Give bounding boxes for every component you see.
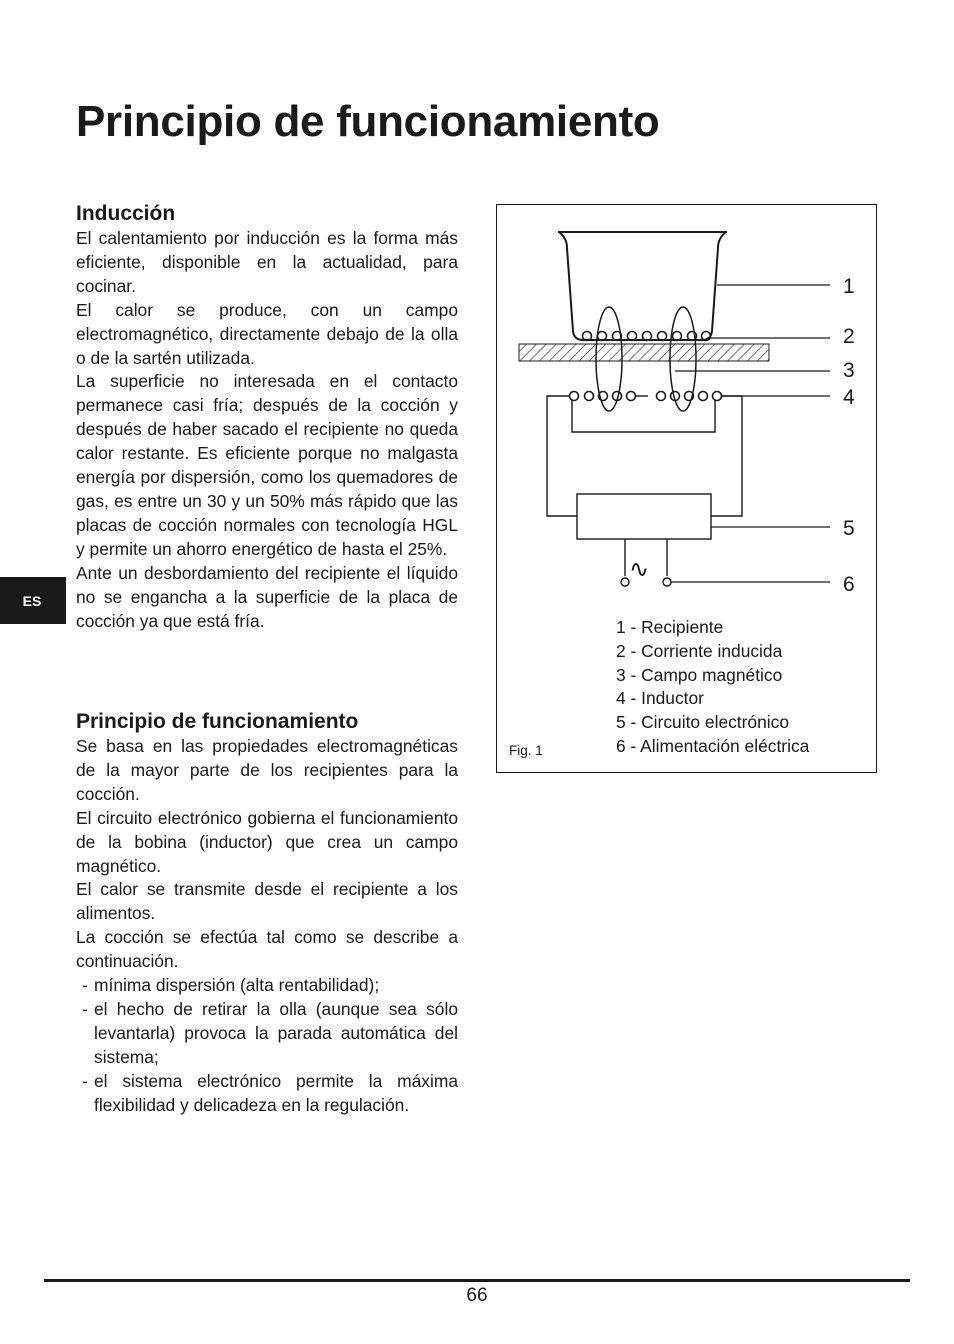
legend-item: 3 - Campo magnético	[616, 664, 783, 685]
paragraph: Ante un desbordamiento del recipiente el líquido no se engancha a la superficie de la placa de cocción ya que está fría.	[76, 562, 458, 631]
paragraph: El calentamiento por inducción es la forma más eficiente, disponible en la actualidad, para cocinar.	[76, 228, 458, 296]
figure-caption: Fig. 1	[509, 743, 543, 758]
figure-induction-diagram	[496, 204, 877, 773]
hob-surface	[519, 344, 769, 361]
paragraph: El calor se transmite desde el recipiente a los alimentos.	[76, 879, 458, 924]
legend-item: 1 - Recipiente	[616, 617, 724, 637]
paragraph: El circuito electrónico gobierna el funcionamiento de la bobina (inductor) que crea un campo magnético.	[76, 807, 458, 876]
list-item: - el hecho de retirar la olla (aunque sea sólo levantarla) provoca la parada automática del sistema;	[82, 998, 458, 1067]
language-tab: ES	[0, 577, 66, 624]
callout-3: 3	[843, 359, 855, 382]
callout-2: 2	[843, 325, 855, 348]
callout-numbers	[843, 275, 855, 596]
ac-symbol-icon: ∿	[629, 555, 650, 583]
callout-5: 5	[843, 517, 855, 540]
legend-item: 4 - Inductor	[616, 688, 704, 709]
section-heading-principio: Principio de funcionamiento	[76, 710, 359, 733]
paragraph: El calor se produce, con un campo electromagnético, directamente debajo de la olla o de la sartén utilizada.	[76, 299, 458, 368]
section-principio	[76, 709, 458, 1118]
footer-divider	[44, 1279, 910, 1282]
callout-leaders	[671, 285, 830, 582]
section-heading-induccion: Inducción	[76, 202, 176, 225]
legend-item: 2 - Corriente inducida	[616, 640, 783, 661]
figure-legend	[616, 616, 809, 759]
paragraph: Se basa en las propiedades electromagnéticas de la mayor parte de los recipientes para la cocción.	[76, 736, 458, 804]
paragraph: La superficie no interesada en el contacto permanece casi fría; después de la cocción y después de haber sacado el recipiente no queda calor restante. Es eficiente porque no malgasta energía por dispersión, como los quemadores de gas, es entre un 30 y un 50% más rápido que las placas de cocción normales con tecnología HGL y permite un ahorro energético de hasta el 25%.	[76, 371, 458, 559]
section-induccion	[76, 201, 458, 633]
paragraph: La cocción se efectúa tal como se describe a continuación.	[76, 927, 458, 972]
callout-4: 4	[843, 386, 855, 409]
list-item: - mínima dispersión (alta rentabilidad);	[82, 975, 380, 996]
page-number: 66	[466, 1285, 488, 1306]
page-title: Principio de funcionamiento	[76, 97, 660, 146]
callout-1: 1	[843, 275, 855, 298]
list-item: - el sistema electrónico permite la máxima flexibilidad y delicadeza en la regulación.	[82, 1070, 458, 1115]
legend-item: 6 - Alimentación eléctrica	[616, 735, 810, 756]
pot-icon	[558, 232, 727, 340]
bullet-list	[76, 974, 458, 1117]
electronic-circuit-box	[577, 494, 711, 539]
callout-6: 6	[843, 573, 855, 596]
legend-item: 5 - Circuito electrónico	[616, 712, 790, 733]
